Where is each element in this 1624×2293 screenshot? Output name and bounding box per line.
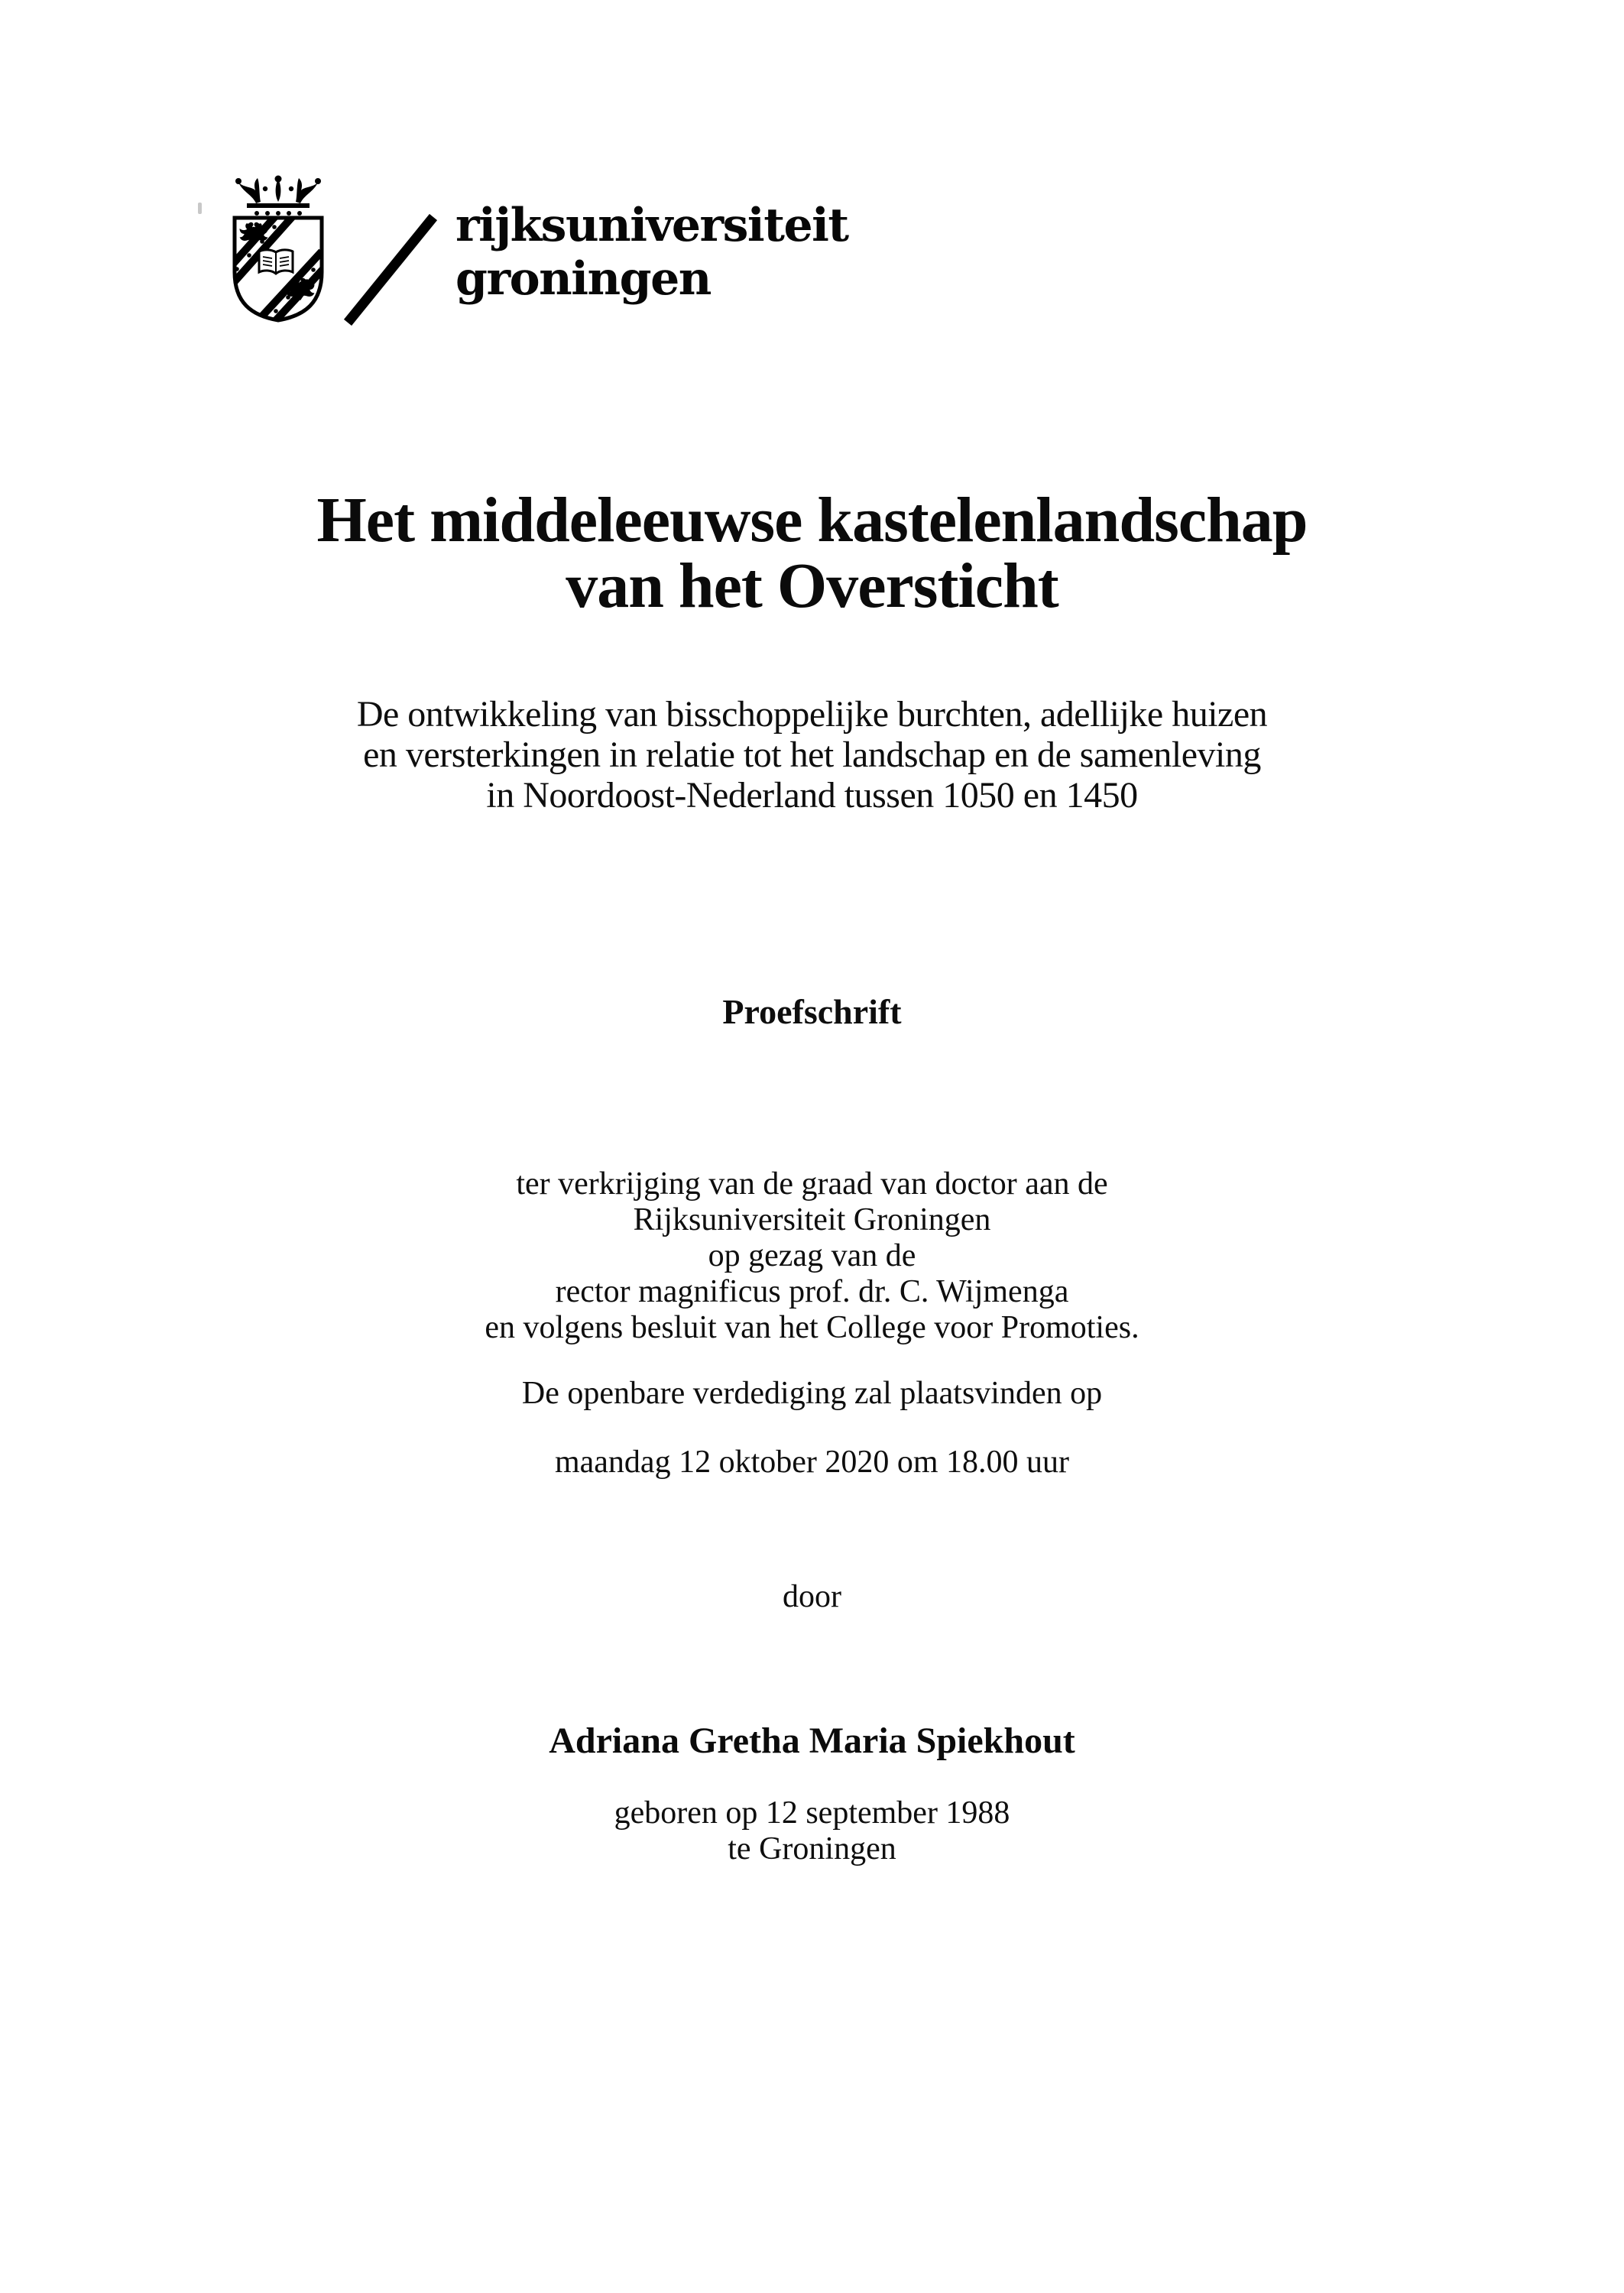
thesis-subtitle bbox=[0, 694, 1624, 816]
scan-artifact bbox=[198, 203, 202, 214]
decree-line4: rector magnificus prof. dr. C. Wijmenga bbox=[555, 1274, 1069, 1309]
author-birth-info bbox=[0, 1795, 1624, 1867]
thesis-subtitle-line3: in Noordoost-Nederland tussen 1050 en 1450 bbox=[486, 775, 1138, 816]
thesis-title bbox=[0, 485, 1624, 621]
decree-line1: ter verkrijging van de graad van doctor aan de bbox=[516, 1166, 1108, 1202]
thesis-subtitle-line2: en versterkingen in relatie tot het landschap en de samenleving bbox=[363, 735, 1261, 775]
defense-datetime: maandag 12 oktober 2020 om 18.00 uur bbox=[554, 1445, 1070, 1480]
defense-announcement: De openbare verdediging zal plaatsvinden op bbox=[521, 1376, 1103, 1411]
author-birth-line1: geboren op 12 september 1988 bbox=[614, 1795, 1010, 1831]
rug-logo-slash-icon bbox=[340, 214, 439, 326]
thesis-title-line1: Het middeleeuwse kastelenlandschap bbox=[316, 485, 1308, 556]
decree-line2: Rijksuniversiteit Groningen bbox=[633, 1202, 991, 1237]
rug-wordmark bbox=[455, 199, 848, 306]
rug-coat-of-arms-icon bbox=[228, 174, 329, 324]
rug-wordmark-line1: rijksuniversiteit bbox=[455, 199, 848, 252]
rug-wordmark-line2: groningen bbox=[455, 252, 711, 306]
thesis-subtitle-line1: De ontwikkeling van bisschoppelijke burchten, adellijke huizen bbox=[356, 694, 1268, 735]
door-label: door bbox=[783, 1579, 841, 1614]
decree-line3: op gezag van de bbox=[708, 1238, 916, 1273]
thesis-title-line2: van het Oversticht bbox=[566, 550, 1058, 621]
author-name: Adriana Gretha Maria Spiekhout bbox=[549, 1721, 1075, 1761]
decree-text bbox=[0, 1166, 1624, 1346]
proefschrift-heading: Proefschrift bbox=[722, 992, 902, 1031]
author-birth-line2: te Groningen bbox=[728, 1831, 896, 1867]
decree-line5: en volgens besluit van het College voor Promoties. bbox=[485, 1310, 1139, 1345]
rug-logo bbox=[226, 171, 952, 332]
